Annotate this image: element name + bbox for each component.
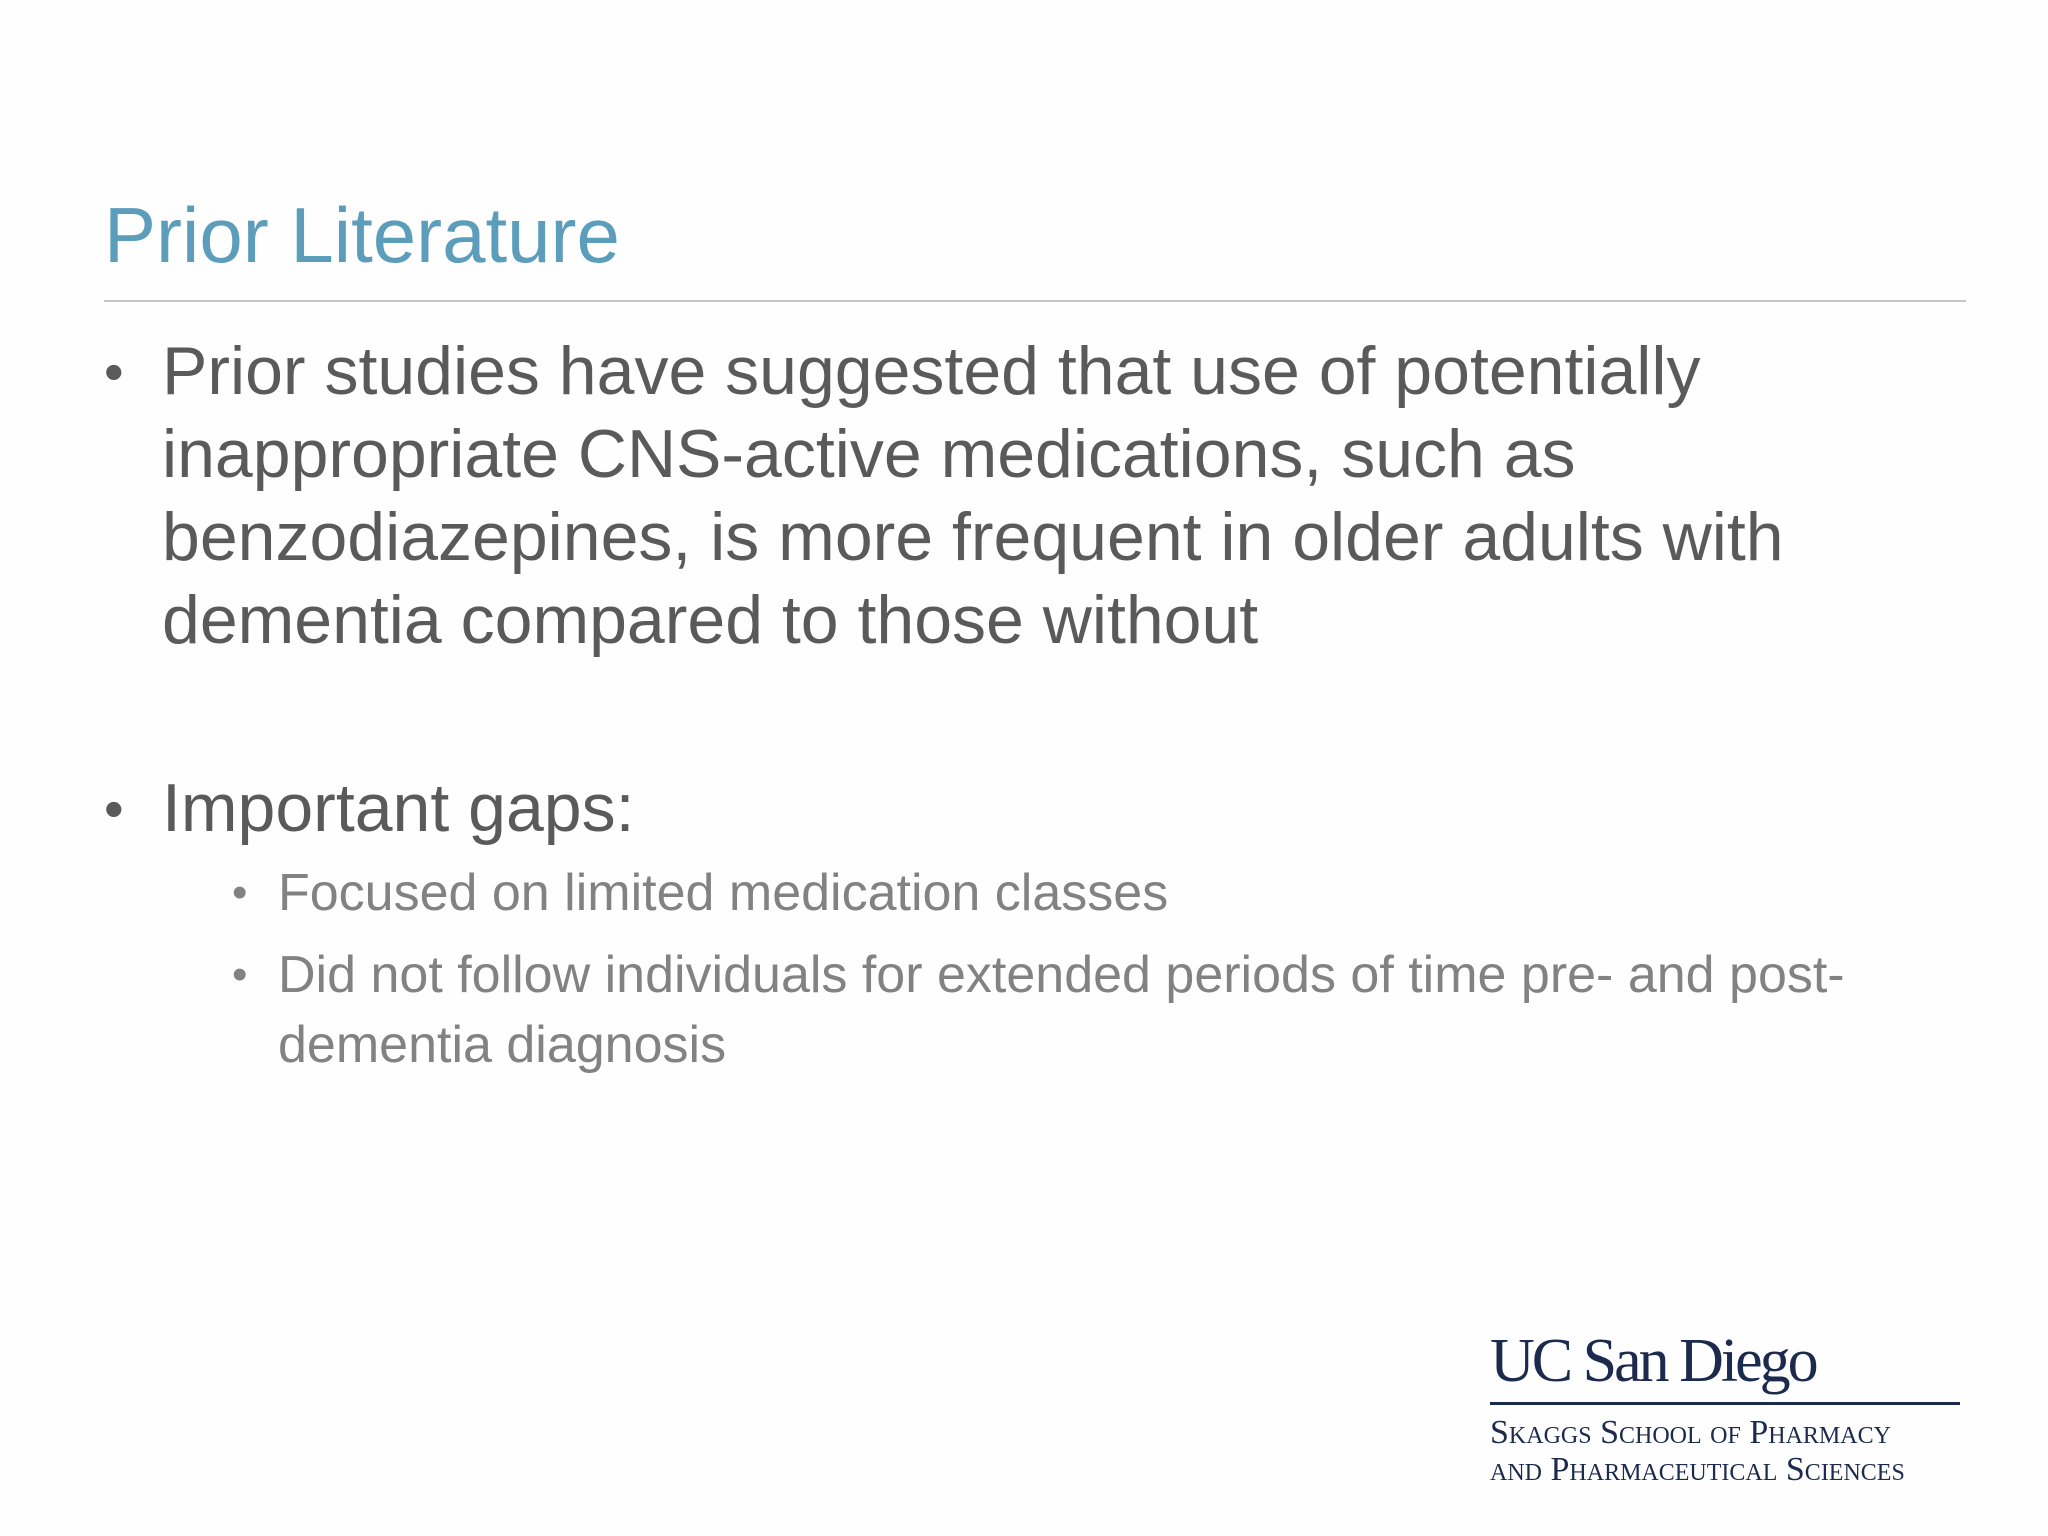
bullet-item xyxy=(104,767,1904,1080)
sub-bullet-item xyxy=(220,858,1904,928)
sub-bullet-item xyxy=(220,940,1904,1080)
slide-title: Prior Literature xyxy=(104,191,620,279)
logo-school-line: Skaggs School of Pharmacy xyxy=(1490,1414,1891,1451)
logo-wordmark: UC San Diego xyxy=(1490,1327,1816,1395)
bullet-text: Important gaps: xyxy=(162,770,635,846)
logo-school-line-2: and Pharmaceutical Sciences xyxy=(1490,1451,1905,1488)
sub-bullet-list xyxy=(162,858,1904,1080)
ucsd-skaggs-logo xyxy=(1490,1327,1960,1488)
logo-rule xyxy=(1490,1402,1960,1405)
bullet-marker: • xyxy=(104,340,124,403)
sub-bullet-marker: • xyxy=(232,868,248,917)
bullet-item xyxy=(104,330,1904,662)
bullet-list xyxy=(104,330,1904,1092)
sub-bullet-marker: • xyxy=(232,950,248,999)
title-divider xyxy=(104,300,1966,302)
sub-bullet-text: Did not follow individuals for extended periods of time pre- and post-dementia diagnosis xyxy=(278,946,1845,1074)
bullet-marker: • xyxy=(104,777,124,840)
sub-bullet-text: Focused on limited medication classes xyxy=(278,864,1169,922)
bullet-text: Prior studies have suggested that use of potentially inappropriate CNS-active medications, such as benzodiazepines, is more frequent in older adults with dementia compared to those without xyxy=(162,333,1784,658)
